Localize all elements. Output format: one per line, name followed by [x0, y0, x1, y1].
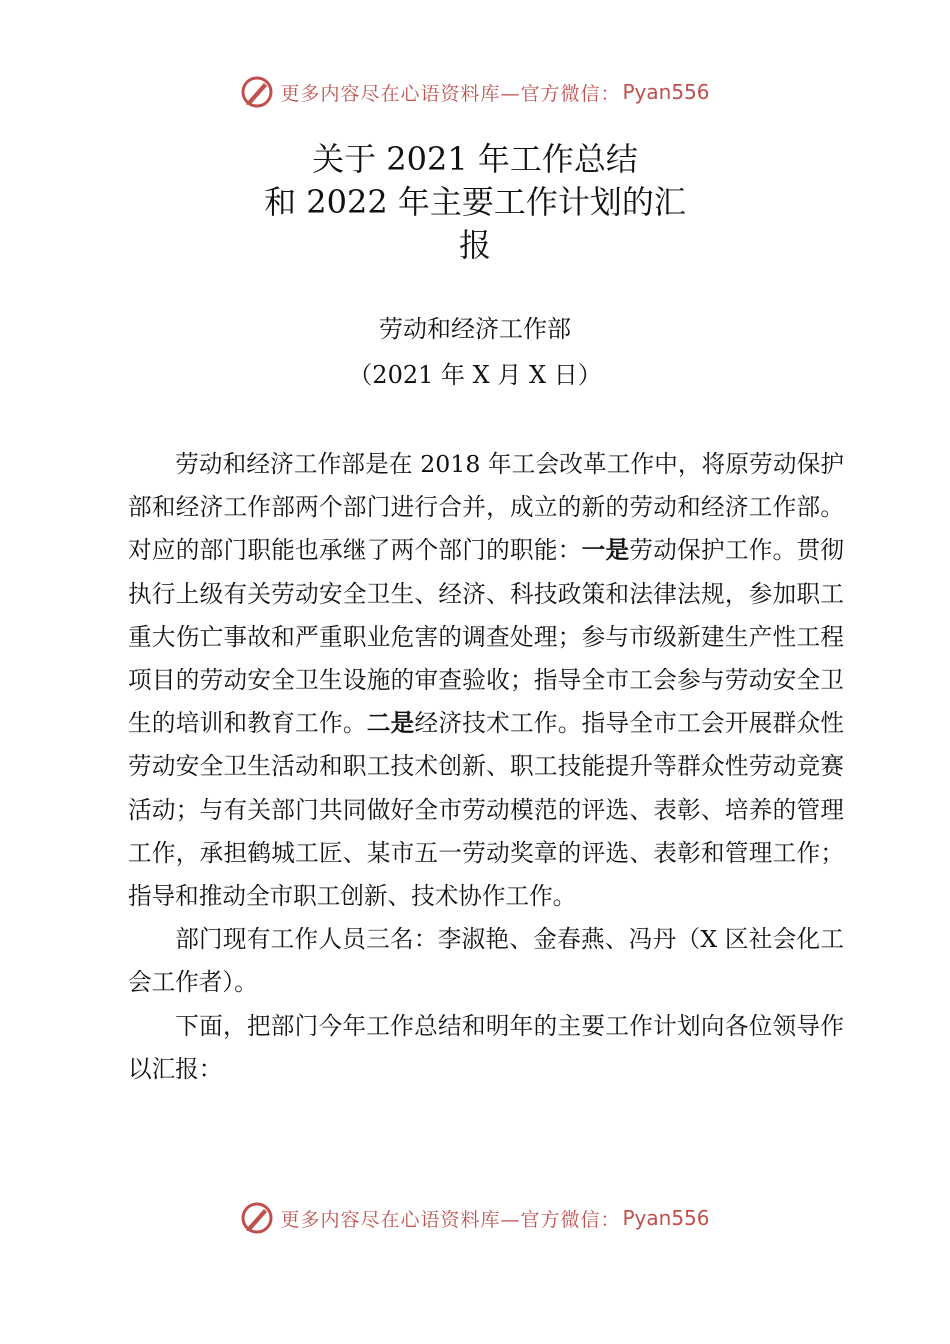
- document-body: [128, 443, 844, 1091]
- paragraph-3: 下面，把部门今年工作总结和明年的主要工作计划向各位领导作以汇报：: [128, 1011, 844, 1083]
- paragraph-1-intro: 劳动和经济工作部是在 2018 年工会改革工作中，将原劳动保护部和经济工作部两个部门进行合并，成立的新的劳动和经济工作部。对应的部门职能也承继了两个部门的职能：: [128, 450, 844, 565]
- pen-logo-icon: [240, 1201, 274, 1235]
- watermark-text: 更多内容尽在心语资料库—官方微信：: [280, 1208, 621, 1231]
- watermark-footer: [0, 1198, 950, 1238]
- title-line-2: 和 2022 年主要工作计划的汇: [264, 183, 686, 221]
- paragraph-1-economic-tech: 经济技术工作。指导全市工会开展群众性劳动安全卫生活动和职工技术创新、职工技能提升等群众性劳动竞赛活动；与有关部门共同做好全市劳动模范的评选、表彰、培养的管理工作，承担鹤城工匠、某市五一劳动奖章的评选、表彰和管理工作；指导和推动全市职工创新、技术协作工作。: [128, 709, 845, 911]
- paragraph-1: [128, 443, 844, 918]
- point-one-label: 一是: [581, 536, 630, 565]
- document-title: [0, 138, 950, 267]
- department-name: 劳动和经济工作部: [379, 315, 571, 343]
- pen-logo-icon: [240, 75, 274, 109]
- watermark-header: [0, 72, 950, 112]
- report-date: （2021 年 X 月 X 日）: [348, 361, 602, 389]
- title-line-1: 关于 2021 年工作总结: [312, 140, 638, 178]
- title-line-3: 报: [458, 226, 491, 264]
- watermark-wechat-id: Pyan556: [622, 80, 710, 104]
- watermark-text: 更多内容尽在心语资料库—官方微信：: [280, 82, 621, 105]
- watermark-wechat-id: Pyan556: [622, 1206, 710, 1230]
- paragraph-2: 部门现有工作人员三名：李淑艳、金春燕、冯丹（X 区社会化工会工作者）。: [128, 925, 844, 997]
- paragraph-1-labor-protection: 劳动保护工作。贯彻执行上级有关劳动安全卫生、经济、科技政策和法律法规，参加职工重大伤亡事故和严重职业危害的调查处理；参与市级新建生产性工程项目的劳动安全卫生设施的审查验收；指导全市工会参与劳动安全卫生的培训和教育工作。: [128, 536, 845, 738]
- point-two-label: 二是: [366, 709, 415, 738]
